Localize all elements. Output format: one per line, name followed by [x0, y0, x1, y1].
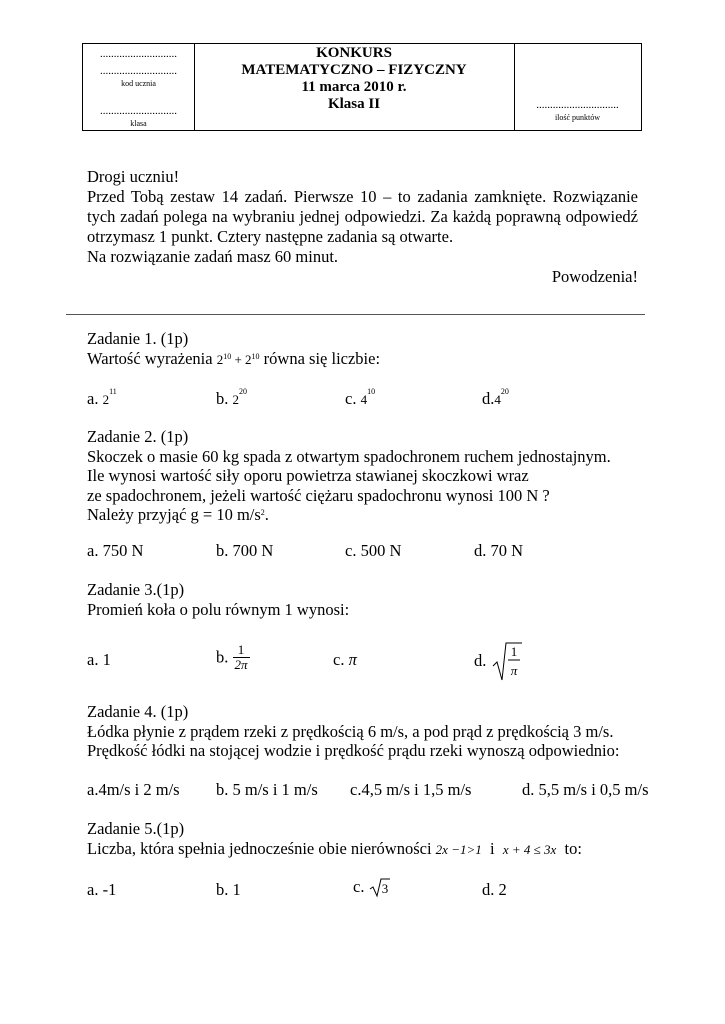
answer-option[interactable]: d. 5,5 m/s i 0,5 m/s	[522, 780, 649, 799]
answer-option[interactable]: b. 700 N	[216, 541, 274, 560]
points-field-line: ..............................	[536, 99, 619, 111]
class-field-line: ............................	[100, 105, 177, 117]
task-4	[87, 702, 687, 761]
answer-option[interactable]: a. 750 N	[87, 541, 144, 560]
answer-option[interactable]: c. π	[333, 650, 357, 669]
instructions	[87, 167, 638, 287]
fraction: $\frac{1}{2\pi}$	[234, 642, 248, 672]
svg-text:π: π	[510, 663, 517, 678]
task-5	[87, 819, 687, 859]
time-limit: Na rozwiązanie zadań masz 60 minut.	[87, 247, 339, 266]
answer-option[interactable]: d. 1 π	[474, 640, 523, 682]
square-root-icon	[491, 640, 523, 682]
answer-option[interactable]: b. 5 m/s i 1 m/s	[216, 780, 318, 799]
answer-option[interactable]: b. $2^{20}$	[216, 387, 247, 408]
code-field-line: ............................	[100, 65, 177, 77]
answer-option[interactable]: a. -1	[87, 880, 117, 899]
svg-text:1: 1	[510, 644, 517, 659]
answer-option[interactable]: c. $4^{10}$	[345, 387, 376, 408]
answer-option[interactable]: a. 1	[87, 650, 111, 669]
title-cell	[194, 44, 515, 130]
divider	[66, 314, 645, 315]
student-info-cell	[83, 44, 195, 130]
answer-option[interactable]: b. 1	[216, 880, 241, 899]
task-title: Zadanie 1. (1p)	[87, 329, 189, 348]
task-line: Skoczek o masie 60 kg spada z otwartym spadochronem ruchem jednostajnym.	[87, 446, 611, 466]
svg-text:3: 3	[381, 881, 388, 897]
title-line-3: 11 marca 2010 r.	[301, 79, 407, 95]
expression: $2^{10} + 2^{10}$	[216, 351, 260, 367]
title-line-2: MATEMATYCZNO – FIZYCZNY	[241, 62, 467, 78]
answer-option[interactable]: b. $\frac{1}{2\pi}$	[216, 642, 248, 672]
instructions-body: Przed Tobą zestaw 14 zadań. Pierwsze 10 – to zadania zamknięte. Rozwiązanie tych zadań polega na wybraniu jednej odpowiedzi. Za każdą poprawną odpowiedź otrzymasz 1 punkt. Cztery następne zadania są otwarte.	[87, 187, 638, 246]
answer-option[interactable]: d. 70 N	[474, 541, 524, 560]
greeting: Drogi uczniu!	[87, 167, 180, 186]
task-1	[87, 329, 687, 369]
answer-option[interactable]: a. $2^{11}$	[87, 387, 117, 408]
task-line: Należy przyjąć g = 10 $m/s^2$.	[87, 505, 269, 524]
points-cell	[514, 44, 641, 130]
task-3	[87, 580, 687, 619]
task-question: Promień koła o polu równym 1 wynosi:	[87, 599, 350, 619]
task-title: Zadanie 4. (1p)	[87, 702, 189, 721]
header-table	[82, 43, 642, 131]
title-line-4: Klasa II	[327, 96, 381, 112]
inequality-1: 2x −1>1	[435, 841, 482, 857]
task-title: Zadanie 2. (1p)	[87, 427, 189, 446]
answer-option[interactable]: d. 2	[482, 880, 507, 899]
square-root-icon	[369, 876, 391, 898]
answer-option[interactable]: $d.4^{20}$	[482, 387, 509, 408]
points-label: ilość punktów	[554, 113, 601, 122]
task-question: Wartość wyrażenia $2^{10} + 2^{10}$ równa się liczbie:	[87, 348, 381, 368]
task-line: Łódka płynie z prądem rzeki z prędkością 6 m/s, a pod prąd z prędkością 3 m/s.	[87, 721, 614, 741]
task-line: Prędkość łódki na stojącej wodzie i prędkość prądu rzeki wynoszą odpowiednio:	[87, 741, 620, 760]
code-label: kod ucznia	[121, 79, 156, 88]
closing: Powodzenia!	[551, 267, 638, 286]
task-line: ze spadochronem, jeżeli wartość ciężaru spadochronu wynosi 100 N ?	[87, 485, 550, 505]
task-question: Liczba, która spełnia jednocześnie obie nierówności 2x −1>1 i x + 4 ≤ 3x to:	[87, 838, 582, 858]
answer-option[interactable]: c. 3	[353, 876, 391, 898]
task-2	[87, 427, 687, 525]
class-label: klasa	[130, 119, 147, 128]
task-title: Zadanie 3.(1p)	[87, 580, 185, 599]
answer-option[interactable]: c. 500 N	[345, 541, 402, 560]
title-line-1: KONKURS	[316, 45, 392, 61]
blank-line: ............................	[100, 48, 177, 60]
task-line: Ile wynosi wartość siły oporu powietrza stawianej skoczkowi wraz	[87, 466, 529, 485]
task-title: Zadanie 5.(1p)	[87, 819, 185, 838]
answer-option[interactable]: c.4,5 m/s i 1,5 m/s	[350, 780, 472, 799]
answer-option[interactable]: a.4m/s i 2 m/s	[87, 780, 180, 799]
inequality-2: x + 4 ≤ 3x	[502, 841, 557, 857]
